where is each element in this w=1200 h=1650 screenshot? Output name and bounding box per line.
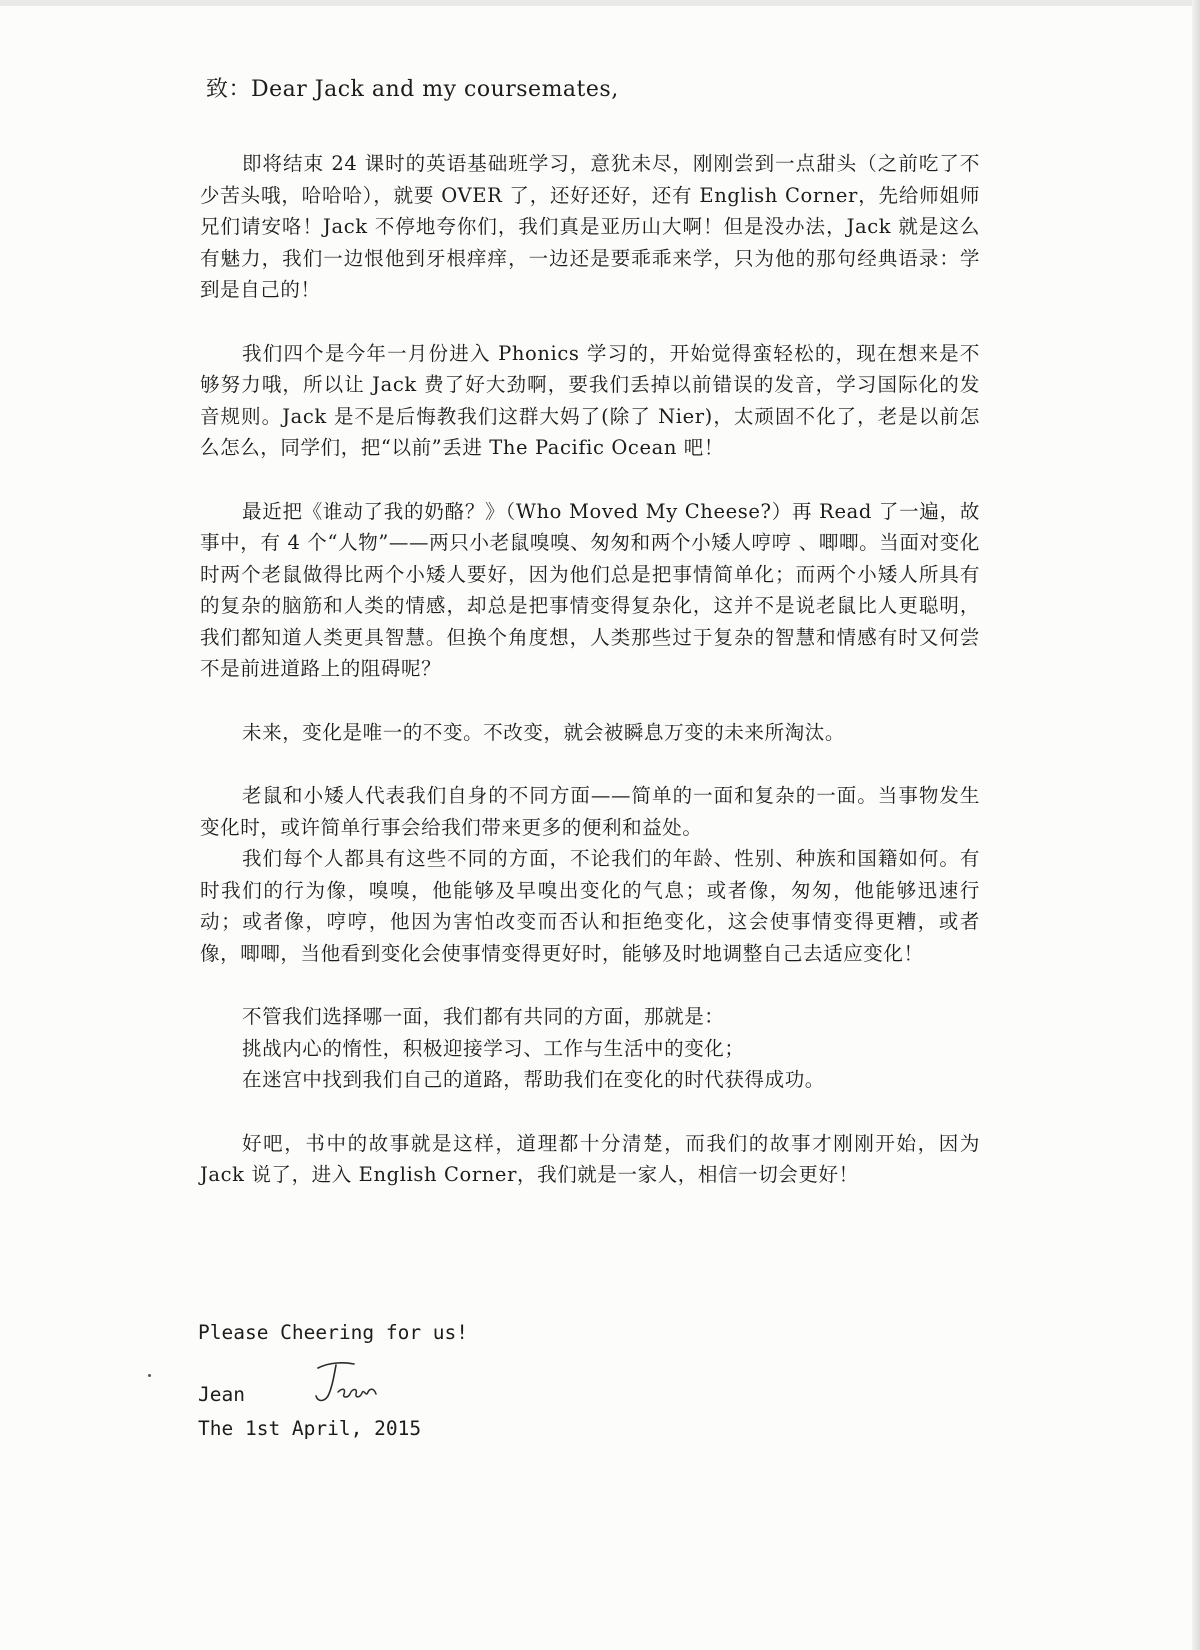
letter-body [200, 148, 980, 1191]
paragraph-everyone: 我们每个人都具有这些不同的方面，不论我们的年龄、性别、种族和国籍如何。有时我们的行为像，嗅嗅，他能够及早嗅出变化的气息；或者像，匆匆，他能够迅速行动；或者像，哼哼，他因为害怕改变而否认和拒绝变化，这会使事情变得更糟，或者像，唧唧，当他看到变化会使事情变得更好时，能够及时地调整自己去适应变化！ [200, 847, 980, 965]
closing-line: Please Cheering for us! [198, 1321, 469, 1344]
paragraph-english-corner: 好吧，书中的故事就是这样，道理都十分清楚，而我们的故事才刚刚开始，因为 Jack 说了，进入 English Corner，我们就是一家人，相信一切会更好！ [200, 1131, 980, 1186]
line-common-side: 不管我们选择哪一面，我们都有共同的方面，那就是： [242, 1005, 725, 1028]
line-maze: 在迷宫中找到我们自己的道路，帮助我们在变化的时代获得成功。 [242, 1068, 825, 1091]
paragraph-mice-and-people: 老鼠和小矮人代表我们自身的不同方面——简单的一面和复杂的一面。当事物发生变化时，或许简单行事会给我们带来更多的便利和益处。 [200, 784, 980, 839]
stray-ink-mark [148, 1374, 151, 1377]
handwritten-signature [310, 1358, 390, 1408]
paragraph-change: 未来，变化是唯一的不变。不改变，就会被瞬息万变的未来所淘汰。 [242, 720, 846, 744]
paragraph-phonics: 我们四个是今年一月份进入 Phonics 学习的，开始觉得蛮轻松的，现在想来是不够努力哦，所以让 Jack 费了好大劲啊，要我们丢掉以前错误的发音，学习国际化的发音规则。Jack 是不是后悔教我们这群大妈了(除了 Nier)，太顽固不化了，老是以前怎么怎么，同学们，把“以前”丢进 The Pacific Ocean 吧！ [200, 341, 980, 459]
letter-date: The 1st April, 2015 [198, 1417, 422, 1440]
salutation: 致：Dear Jack and my coursemates, [206, 77, 619, 102]
scan-edge-top [0, 0, 1200, 6]
paragraph-course-ending: 即将结束 24 课时的英语基础班学习，意犹未尽，刚刚尝到一点甜头（之前吃了不少苦头哦，哈哈哈），就要 OVER 了，还好还好，还有 English Corner，先给师姐师兄们请安咯！Jack 不停地夸你们，我们真是亚历山大啊！但是没办法，Jack 就是这么有魅力，我们一边恨他到牙根痒痒，一边还是要乖乖来学，只为他的那句经典语录：学到是自己的！ [200, 152, 980, 301]
signer-name: Jean [198, 1383, 245, 1406]
scan-edge-right [1192, 0, 1200, 1650]
line-challenge: 挑战内心的惰性，积极迎接学习、工作与生活中的变化； [242, 1036, 745, 1060]
paragraph-cheese-story: 最近把《谁动了我的奶酪？》（Who Moved My Cheese?）再 Read 了一遍，故事中，有 4 个“人物”——两只小老鼠嗅嗅、匆匆和两个小矮人哼哼 、唧唧。当面对变化时两个老鼠做得比两个小矮人要好，因为他们总是把事情简单化；而两个小矮人所具有的复杂的脑筋和人类的情感，却总是把事情变得复杂化，这并不是说老鼠比人更聪明，我们都知道人类更具智慧。但换个角度想，人类那些过于复杂的智慧和情感有时又何尝不是前进道路上的阻碍呢？ [200, 499, 980, 680]
